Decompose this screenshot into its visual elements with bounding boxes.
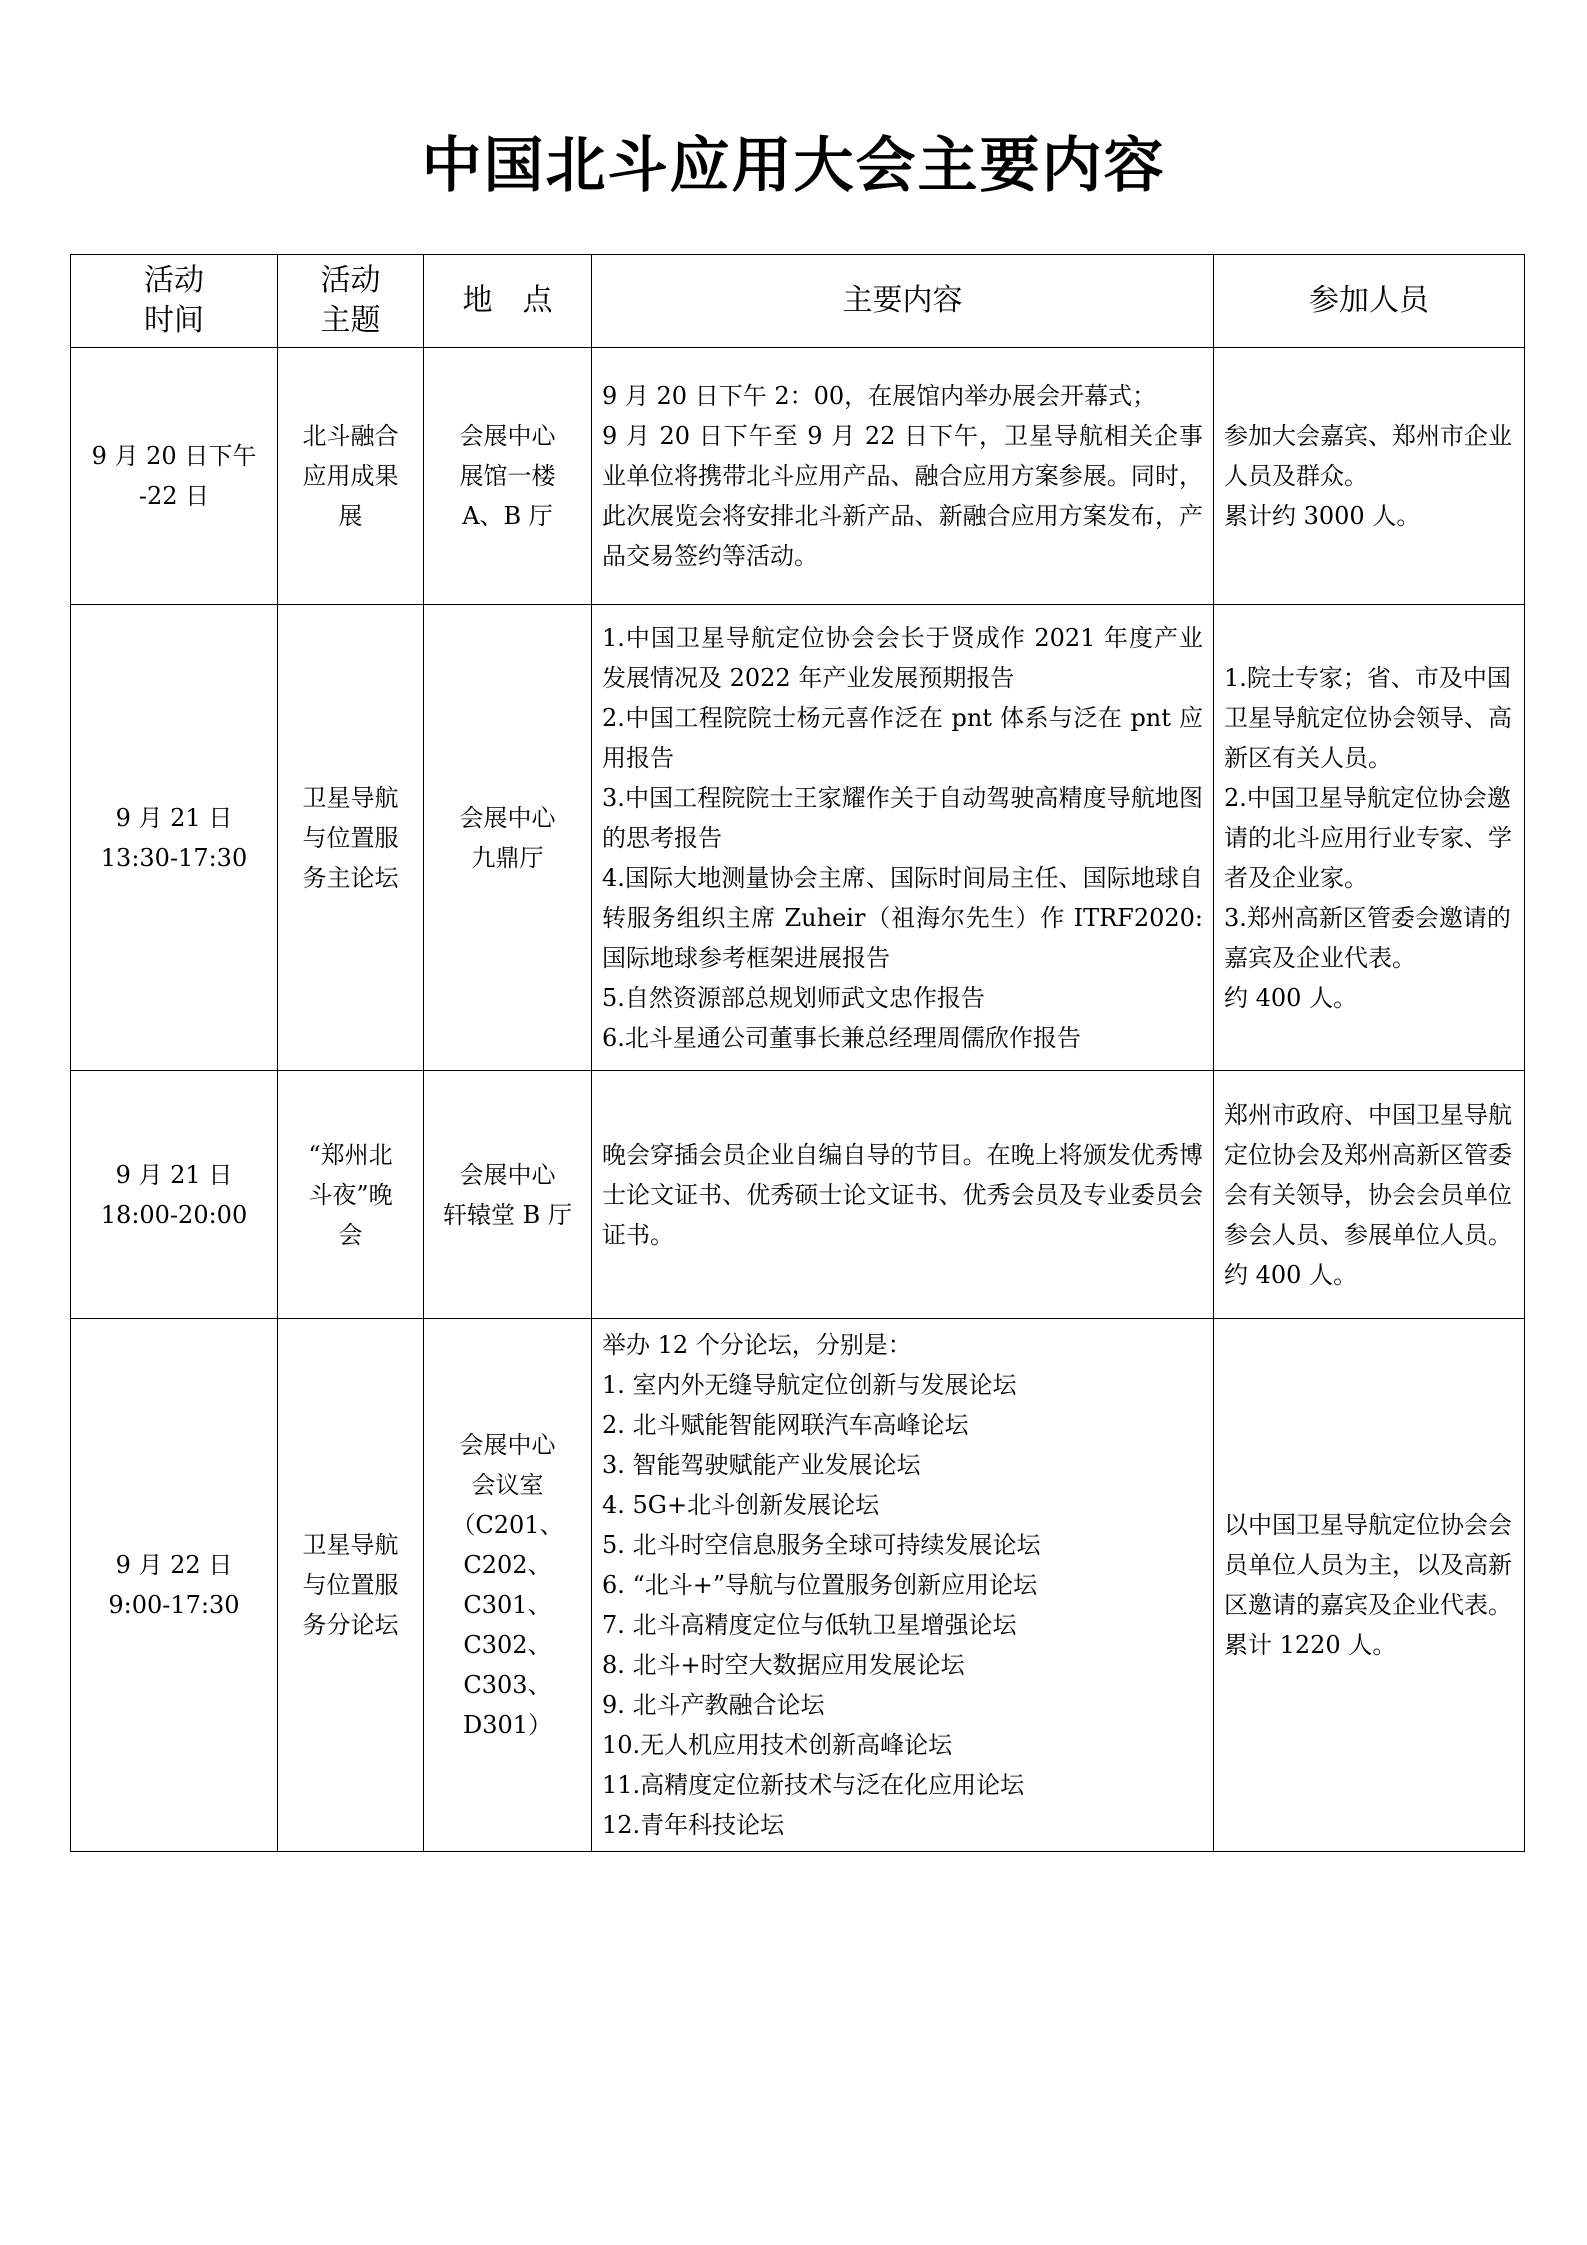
cell-place-line: 会议室 — [471, 1471, 544, 1499]
cell-theme — [278, 1319, 424, 1852]
table-row — [71, 1071, 1525, 1319]
cell-theme-line: “郑州北 — [308, 1140, 393, 1169]
cell-people-line: 3.郑州高新区管委会邀请的嘉宾及企业代表。 — [1224, 903, 1511, 972]
cell-content — [592, 605, 1214, 1071]
cell-time-line: -22 日 — [138, 482, 210, 510]
cell-people-line: 累计 1220 人。 — [1224, 1631, 1397, 1659]
cell-theme-line: 北斗融合 — [302, 422, 399, 450]
cell-place-line: （C201、 — [451, 1511, 564, 1539]
cell-people-line: 1.院士专家；省、市及中国卫星导航定位协会领导、高新区有关人员。 — [1224, 663, 1512, 772]
cell-content-line: 2.中国工程院院士杨元喜作泛在 pnt 体系与泛在 pnt 应用报告 — [602, 703, 1203, 772]
cell-people-line: 参加大会嘉宾、郑州市企业人员及群众。 — [1224, 422, 1512, 490]
cell-content-line: 4.国际大地测量协会主席、国际时间局主任、国际地球自转服务组织主席 Zuheir（祖海尔先生）作 ITRF2020:国际地球参考框架进展报告 — [602, 863, 1203, 972]
cell-place — [424, 1319, 592, 1852]
cell-place — [424, 605, 592, 1071]
cell-content-line: 3. 智能驾驶赋能产业发展论坛 — [602, 1451, 921, 1479]
cell-content-line: 4. 5G+北斗创新发展论坛 — [602, 1491, 880, 1519]
cell-people — [1214, 348, 1525, 605]
cell-theme-line: 展 — [338, 502, 363, 530]
table-header-row — [71, 255, 1525, 348]
cell-place — [424, 348, 592, 605]
cell-content-line: 8. 北斗+时空大数据应用发展论坛 — [602, 1651, 965, 1679]
schedule-table — [70, 254, 1525, 1852]
cell-content — [592, 348, 1214, 605]
cell-place-line: A、B 厅 — [462, 502, 553, 530]
page-title: 中国北斗应用大会主要内容 — [421, 131, 1166, 201]
cell-place — [424, 1071, 592, 1319]
header-content: 主要内容 — [592, 255, 1214, 348]
cell-place-line: C202、 — [463, 1551, 552, 1579]
cell-theme-line: 应用成果 — [302, 462, 399, 490]
cell-content-line: 5.自然资源部总规划师武文忠作报告 — [602, 983, 985, 1012]
cell-theme-line: 务分论坛 — [302, 1611, 399, 1639]
cell-theme-line: 卫星导航 — [302, 1531, 399, 1559]
cell-theme — [278, 605, 424, 1071]
cell-content-line: 2. 北斗赋能智能网联汽车高峰论坛 — [602, 1411, 969, 1439]
cell-content-line: 6. “北斗+”导航与位置服务创新应用论坛 — [602, 1571, 1038, 1599]
cell-time-line: 18:00-20:00 — [100, 1200, 248, 1229]
cell-time-line: 9 月 20 日下午 — [91, 442, 257, 470]
cell-theme — [278, 348, 424, 605]
cell-theme-line: 与位置服 — [302, 823, 399, 852]
cell-theme-line: 卫星导航 — [302, 783, 399, 812]
cell-content-line: 1. 室内外无缝导航定位创新与发展论坛 — [602, 1371, 1017, 1399]
cell-place-line: 轩辕堂 B 厅 — [443, 1200, 572, 1229]
cell-place-line: 展馆一楼 — [459, 462, 556, 490]
cell-content — [592, 1319, 1214, 1852]
cell-place-line: 会展中心 — [459, 422, 556, 450]
table-row — [71, 605, 1525, 1071]
cell-people — [1214, 1071, 1525, 1319]
cell-people-line: 郑州市政府、中国卫星导航定位协会及郑州高新区管委会有关领导，协会会员单位参会人员、参展单位人员。 — [1224, 1100, 1512, 1249]
cell-content-line: 举办 12 个分论坛，分别是： — [602, 1331, 912, 1359]
cell-content-line: 9 月 20 日下午 2：00，在展馆内举办展会开幕式； — [602, 382, 1157, 410]
header-place: 地 点 — [424, 255, 592, 348]
cell-content-line: 9. 北斗产教融合论坛 — [602, 1691, 825, 1719]
cell-content-line: 10.无人机应用技术创新高峰论坛 — [602, 1731, 953, 1759]
cell-time — [71, 348, 278, 605]
cell-content-line: 5. 北斗时空信息服务全球可持续发展论坛 — [602, 1531, 1041, 1559]
cell-content-line: 11.高精度定位新技术与泛在化应用论坛 — [602, 1771, 1025, 1799]
cell-theme-line: 斗夜”晚 — [308, 1180, 393, 1209]
cell-theme — [278, 1071, 424, 1319]
cell-content-line: 9 月 20 日下午至 9 月 22 日下午，卫星导航相关企事业单位将携带北斗应用产品、融合应用方案参展。同时，此次展览会将安排北斗新产品、新融合应用方案发布，产品交易签约等活动。 — [602, 422, 1203, 570]
header-people: 参加人员 — [1214, 255, 1525, 348]
cell-theme-line: 会 — [338, 1220, 363, 1249]
cell-time-line: 9 月 21 日 — [115, 803, 233, 832]
cell-content-line: 7. 北斗高精度定位与低轨卫星增强论坛 — [602, 1611, 1017, 1639]
table-row — [71, 1319, 1525, 1852]
header-theme: 活动 主题 — [278, 255, 424, 348]
cell-people — [1214, 605, 1525, 1071]
cell-content-line: 1.中国卫星导航定位协会会长于贤成作 2021 年度产业发展情况及 2022 年产业发展预期报告 — [602, 623, 1203, 692]
cell-time — [71, 1319, 278, 1852]
cell-content-line: 6.北斗星通公司董事长兼总经理周儒欣作报告 — [602, 1023, 1081, 1052]
cell-people-line: 累计约 3000 人。 — [1224, 502, 1421, 530]
cell-content-line: 晚会穿插会员企业自编自导的节目。在晚上将颁发优秀博士论文证书、优秀硕士论文证书、优秀会员及专业委员会证书。 — [602, 1140, 1203, 1249]
cell-theme-line: 务主论坛 — [302, 863, 399, 892]
table-row — [71, 348, 1525, 605]
cell-people — [1214, 1319, 1525, 1852]
cell-place-line: 会展中心 — [459, 1160, 556, 1189]
cell-place-line: 九鼎厅 — [471, 843, 544, 872]
cell-place-line: 会展中心 — [459, 1431, 556, 1459]
cell-time-line: 9:00-17:30 — [108, 1591, 240, 1619]
cell-content-line: 12.青年科技论坛 — [602, 1811, 785, 1839]
cell-place-line: C303、 — [463, 1671, 552, 1699]
cell-place-line: D301） — [462, 1711, 553, 1739]
cell-content — [592, 1071, 1214, 1319]
cell-people-line: 约 400 人。 — [1224, 1260, 1358, 1289]
cell-content-line: 3.中国工程院院士王家耀作关于自动驾驶高精度导航地图的思考报告 — [602, 783, 1203, 852]
cell-time-line: 9 月 22 日 — [115, 1551, 233, 1579]
cell-time-line: 13:30-17:30 — [100, 843, 248, 872]
header-time: 活动 时间 — [71, 255, 278, 348]
cell-time-line: 9 月 21 日 — [115, 1160, 233, 1189]
cell-place-line: C302、 — [463, 1631, 552, 1659]
cell-people-line: 约 400 人。 — [1224, 983, 1358, 1012]
cell-time — [71, 1071, 278, 1319]
cell-theme-line: 与位置服 — [302, 1571, 399, 1599]
cell-place-line: C301、 — [463, 1591, 552, 1619]
cell-people-line: 以中国卫星导航定位协会会员单位人员为主，以及高新区邀请的嘉宾及企业代表。 — [1224, 1511, 1512, 1619]
cell-place-line: 会展中心 — [459, 803, 556, 832]
cell-time — [71, 605, 278, 1071]
cell-people-line: 2.中国卫星导航定位协会邀请的北斗应用行业专家、学者及企业家。 — [1224, 783, 1512, 892]
